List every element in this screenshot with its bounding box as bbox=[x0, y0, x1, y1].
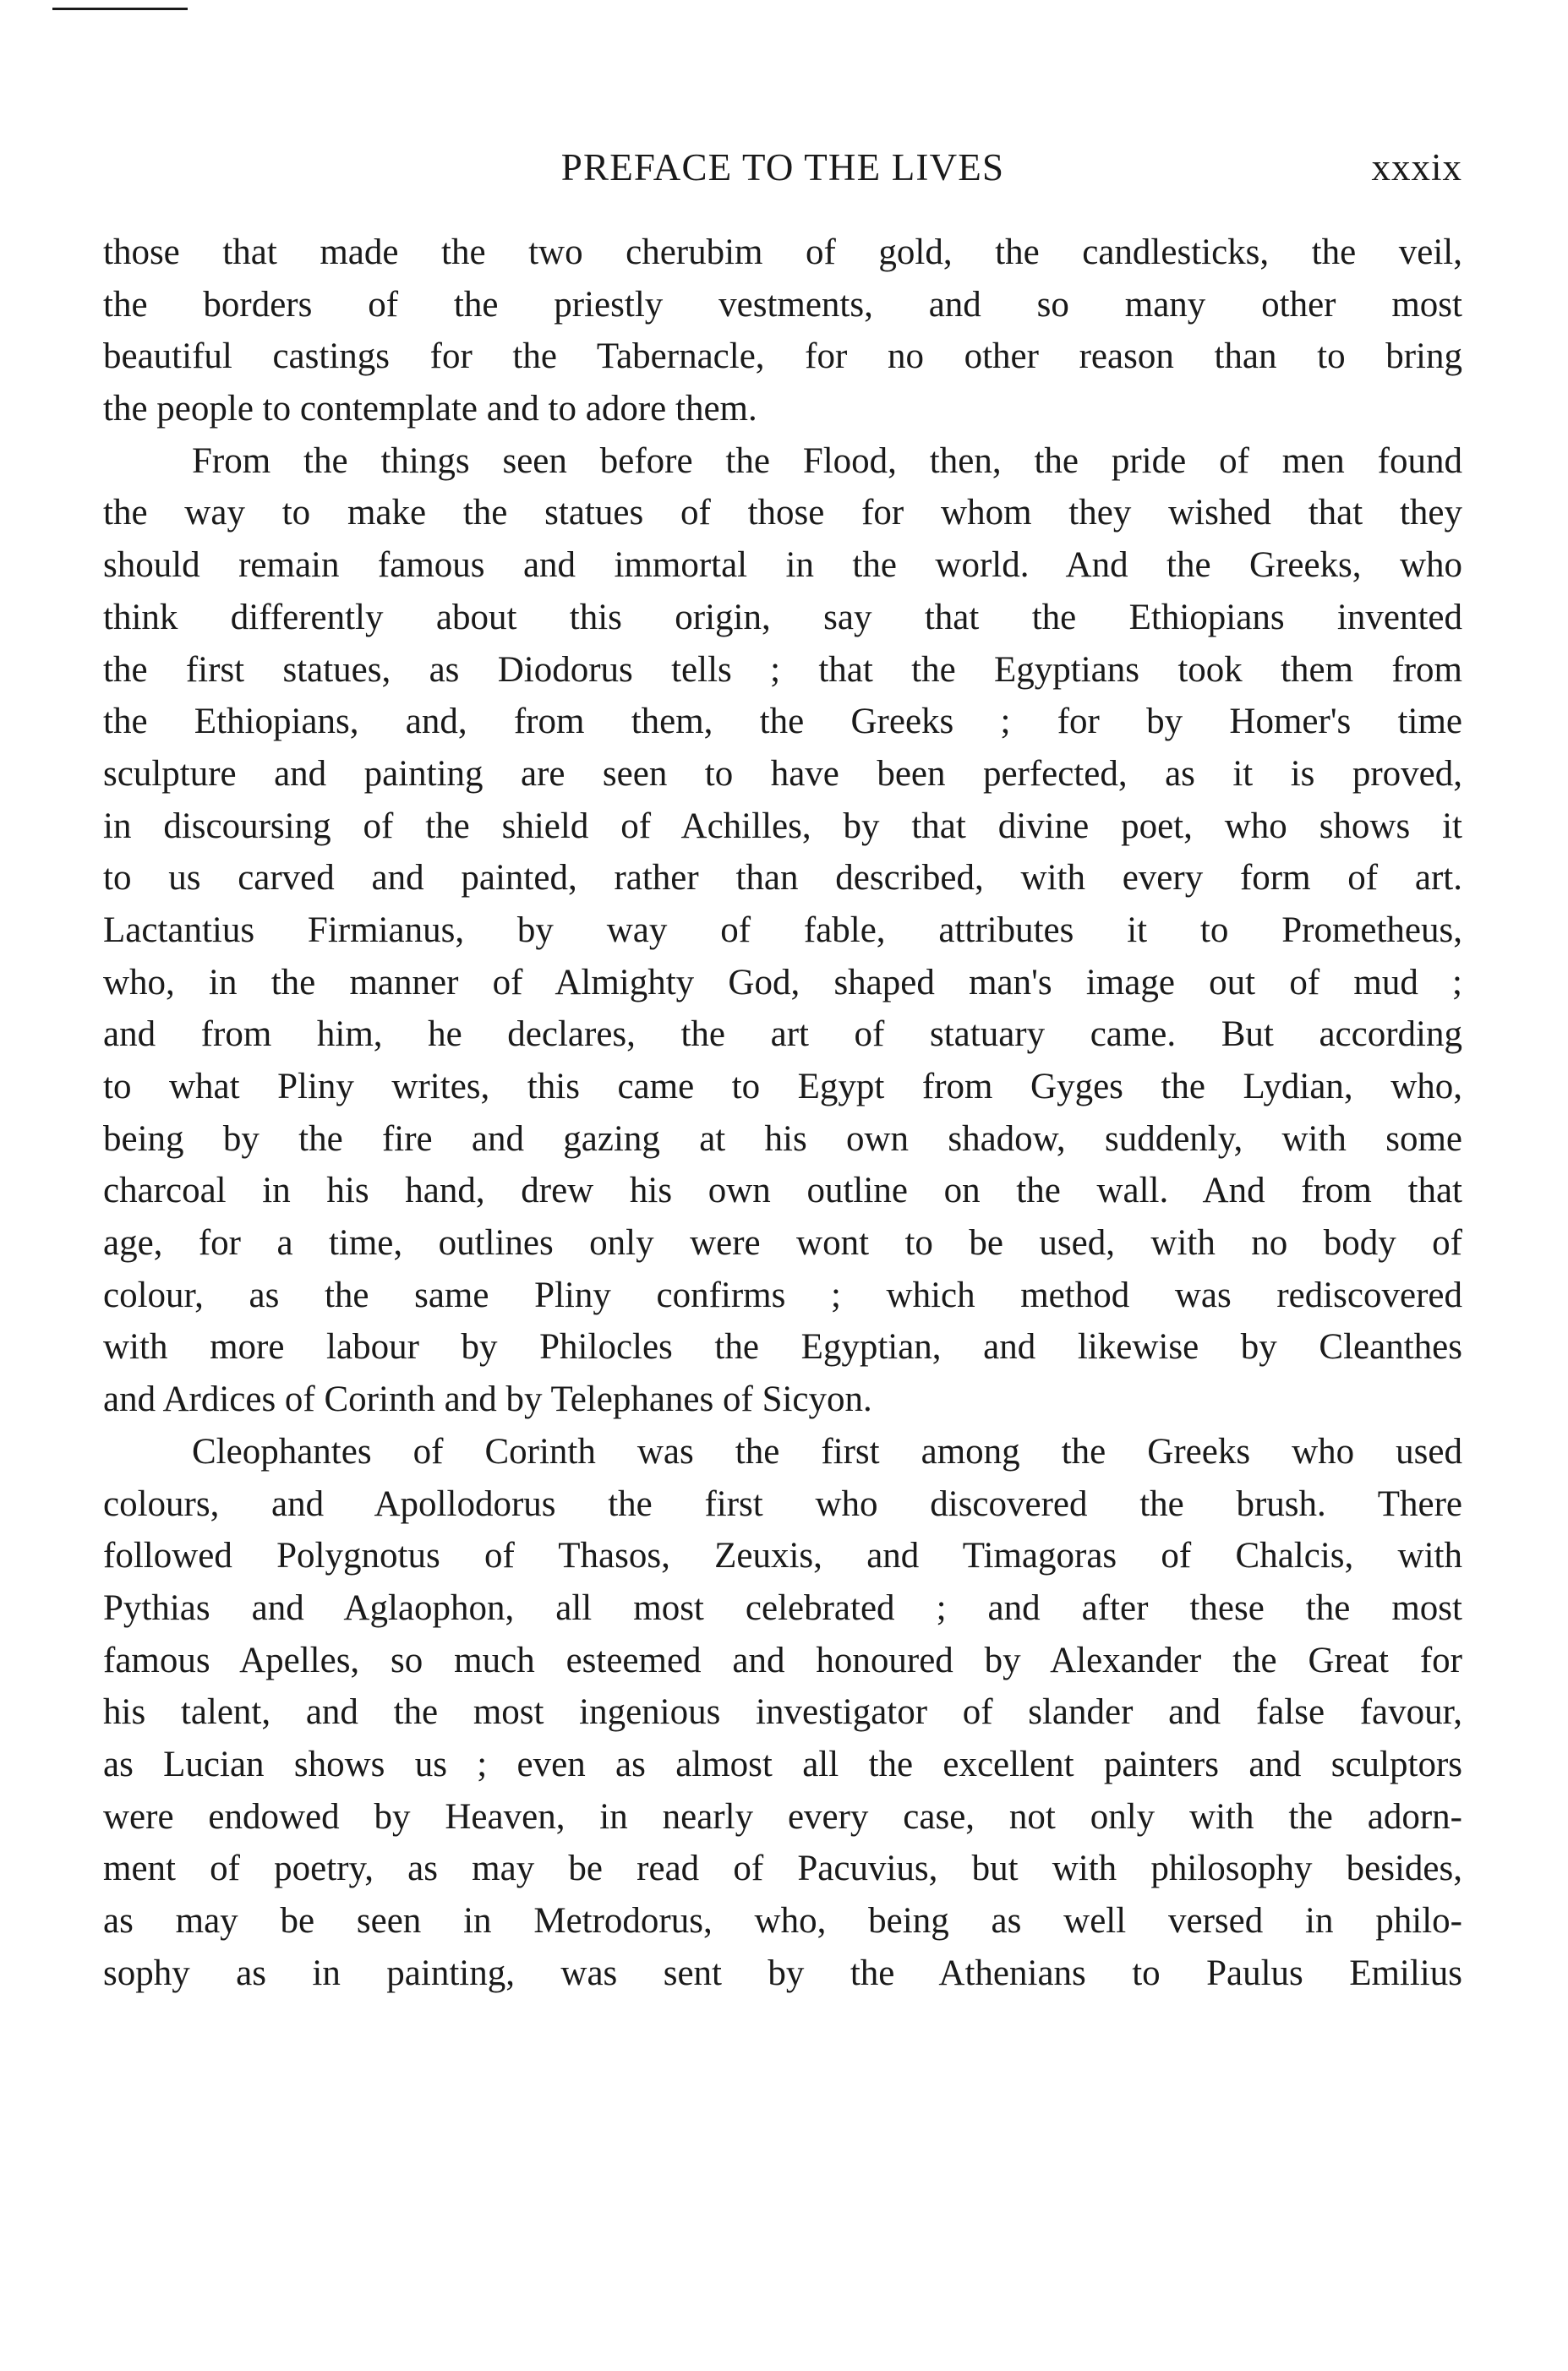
text-line: colours, and Apollodorus the first who discovered the brush. There bbox=[103, 1483, 1462, 1524]
text-line: the first statues, as Diodorus tells ; that the Egyptians took them from bbox=[103, 649, 1462, 690]
text-line: to what Pliny writes, this came to Egypt from Gyges the Lydian, who, bbox=[103, 1067, 1462, 1106]
page-number: xxxix bbox=[1371, 146, 1462, 188]
text-line: Lactantius Firmianus, by way of fable, attributes it to Prometheus, bbox=[103, 910, 1462, 950]
paragraph-3 bbox=[103, 1426, 1462, 2000]
text-line: age, for a time, outlines only were wont to be used, with no body of bbox=[103, 1223, 1462, 1264]
text-line: colour, as the same Pliny confirms ; which method was rediscovered bbox=[103, 1275, 1462, 1315]
text-line: the way to make the statues of those for whom they wished that they bbox=[103, 493, 1462, 533]
running-head bbox=[103, 142, 1462, 193]
running-title: PREFACE TO THE LIVES bbox=[560, 146, 1005, 188]
text-line: as Lucian shows us ; even as almost all the excellent painters and sculptors bbox=[103, 1744, 1462, 1784]
text-line: sculpture and painting are seen to have been perfected, as it is proved, bbox=[103, 753, 1462, 794]
text-line: charcoal in his hand, drew his own outline on the wall. And from that bbox=[103, 1171, 1462, 1211]
text-line: and Ardices of Corinth and by Telephanes of Sicyon. bbox=[103, 1379, 872, 1420]
text-line: followed Polygnotus of Thasos, Zeuxis, and Timagoras of Chalcis, with bbox=[103, 1536, 1462, 1576]
text-line: the borders of the priestly vestments, and so many other most bbox=[103, 284, 1462, 325]
text-line: were endowed by Heaven, in nearly every case, not only with the adorn- bbox=[103, 1796, 1462, 1837]
corner-rule bbox=[52, 8, 188, 10]
text-line: being by the fire and gazing at his own shadow, suddenly, with some bbox=[103, 1118, 1462, 1159]
text-line: those that made the two cherubim of gold, the candlesticks, the veil, bbox=[103, 232, 1462, 272]
text-line: ment of poetry, as may be read of Pacuvius, but with philosophy besides, bbox=[103, 1849, 1462, 1889]
text-line: famous Apelles, so much esteemed and honoured by Alexander the Great for bbox=[103, 1640, 1462, 1680]
text-line: who, in the manner of Almighty God, shaped man's image out of mud ; bbox=[103, 962, 1462, 1002]
text-line: Cleophantes of Corinth was the first among the Greeks who used bbox=[192, 1431, 1462, 1472]
text-line: and from him, he declares, the art of statuary came. But according bbox=[103, 1014, 1462, 1055]
text-line: in discoursing of the shield of Achilles, by that divine poet, who shows it bbox=[103, 806, 1462, 846]
text-line: Pythias and Aglaophon, all most celebrated ; and after these the most bbox=[103, 1587, 1462, 1628]
text-line: should remain famous and immortal in the world. And the Greeks, who bbox=[103, 545, 1462, 586]
text-line: to us carved and painted, rather than described, with every form of art. bbox=[103, 858, 1462, 899]
text-line: with more labour by Philocles the Egyptian, and likewise by Cleanthes bbox=[103, 1327, 1462, 1368]
text-line: the people to contemplate and to adore them. bbox=[103, 389, 757, 429]
body-text bbox=[103, 227, 1462, 1999]
text-line: the Ethiopians, and, from them, the Greeks ; for by Homer's time bbox=[103, 702, 1462, 742]
text-line: his talent, and the most ingenious investigator of slander and false favour, bbox=[103, 1692, 1462, 1733]
paragraph-1 bbox=[103, 227, 1462, 435]
text-line: beautiful castings for the Tabernacle, for no other reason than to bring bbox=[103, 336, 1462, 377]
text-line: From the things seen before the Flood, then, the pride of men found bbox=[192, 440, 1462, 481]
text-line: think differently about this origin, say that the Ethiopians invented bbox=[103, 597, 1462, 637]
text-line: as may be seen in Metrodorus, who, being as well versed in philo- bbox=[103, 1901, 1462, 1941]
paragraph-2 bbox=[103, 435, 1462, 1426]
text-line: sophy as in painting, was sent by the Athenians to Paulus Emilius bbox=[103, 1953, 1462, 1993]
